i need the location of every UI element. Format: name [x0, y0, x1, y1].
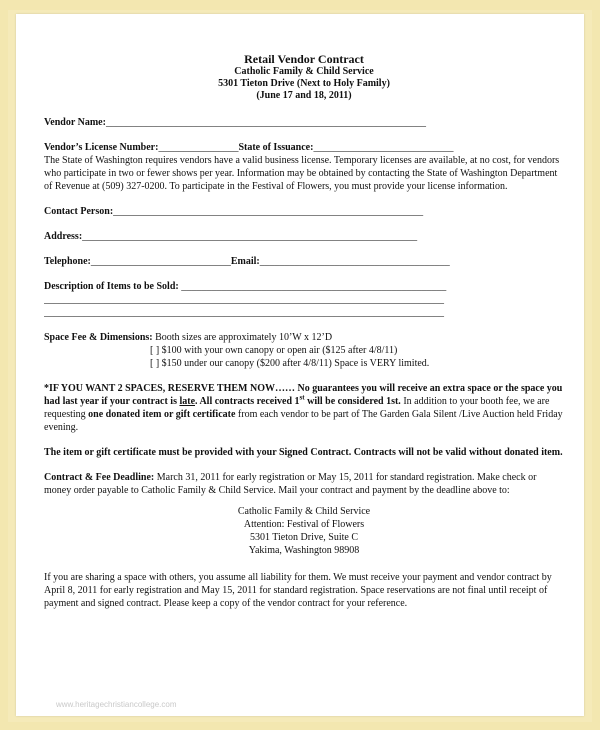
vendor-name-line[interactable]: ________________________________________________________________ [105, 117, 426, 128]
option-1-checkbox[interactable]: [ ] [150, 345, 160, 356]
mailing-line-4: Yakima, Washington 98908 [248, 545, 360, 556]
donated-item-notice: The item or gift certificate must be provided with your Signed Contract. Contracts will not be valid without donated item. [44, 447, 563, 458]
email-label: Email: [230, 256, 260, 267]
two-spaces-bold-3: will be considered 1st. [304, 396, 401, 407]
mailing-line-3: 5301 Tieton Drive, Suite C [249, 532, 359, 543]
license-field[interactable] [44, 141, 564, 154]
telephone-label: Telephone: [44, 256, 91, 267]
vendor-name-field[interactable] [44, 116, 564, 129]
deadline-text: March 31, 2011 for early registration or May 15, 2011 for standard registration. Make check or money order payable to Catholic Family & Child Service. Mail your contract and payment by the deadline above to: [44, 472, 537, 496]
option-1-text: $100 with your own canopy or open air ($125 after 4/8/11) [159, 345, 398, 356]
org-address: 5301 Tieton Drive (Next to Holy Family) [218, 78, 390, 89]
vendor-name-label: Vendor Name: [44, 117, 106, 128]
space-fee-text: Booth sizes are approximately 10’W x 12’D [152, 332, 333, 343]
description-field[interactable] [44, 280, 564, 293]
description-line-3[interactable]: ________________________________________________________________________________ [44, 307, 444, 318]
watermark: www.heritagechristiancollege.com [56, 700, 177, 709]
two-spaces-bold-2: . All contracts received 1 [195, 396, 300, 407]
option-2-text: $150 under our canopy ($200 after 4/8/11) Space is VERY limited. [159, 358, 430, 369]
address-label: Address: [44, 231, 83, 242]
telephone-email-field[interactable] [44, 255, 564, 268]
donated-item-phrase: one donated item or gift certificate [88, 409, 236, 420]
space-option-1[interactable] [44, 344, 564, 357]
late-word: late [179, 396, 196, 407]
description-label: Description of Items to be Sold: [44, 281, 179, 292]
event-dates: (June 17 and 18, 2011) [256, 90, 352, 101]
option-2-checkbox[interactable]: [ ] [150, 358, 160, 369]
mailing-line-1: Catholic Family & Child Service [237, 506, 371, 517]
closing-paragraph: If you are sharing a space with others, you assume all liability for them. We must receive your payment and vendor contract by April 8, 2011 for early registration and May 15, 2011 for standard registration. Space reservations are not final until receipt of payment and signed contract. Please keep a copy of the vendor contract for your reference. [44, 572, 552, 609]
deadline-paragraph [44, 471, 564, 497]
address-line[interactable]: ___________________________________________________________________ [82, 231, 418, 242]
document-page [16, 14, 584, 716]
license-info-text: The State of Washington requires vendors have a valid business license. Temporary licenses are available, at no cost, for vendors who participate in two or fewer shows per year. Information may be obtained by contacting the State of Washington Department of Revenue at (509) 327-0200. To participate in the Festival of Flowers, you must provide your license information. [44, 155, 560, 192]
contact-line[interactable]: ______________________________________________________________ [113, 206, 424, 217]
two-spaces-bold-1: *IF YOU WANT 2 SPACES, RESERVE THEM NOW…… No guarantees you will receive an extra space or the space you had last year if your contract is [44, 383, 563, 407]
superscript-st: st [299, 393, 305, 402]
email-line[interactable]: ______________________________________ [259, 256, 450, 267]
org-name: Catholic Family & Child Service [234, 66, 374, 77]
license-line[interactable]: ________________ [158, 142, 239, 153]
address-field[interactable] [44, 230, 564, 243]
deadline-label: Contract & Fee Deadline: [44, 472, 155, 483]
contact-person-field[interactable] [44, 205, 564, 218]
license-label: Vendor’s License Number: [44, 142, 159, 153]
space-fee-line [44, 331, 564, 344]
contract-title: Retail Vendor Contract [244, 52, 364, 66]
mailing-address [44, 505, 564, 557]
description-line-2[interactable]: ________________________________________________________________________________ [44, 294, 444, 305]
description-line[interactable]: _____________________________________________________ [181, 281, 447, 292]
contact-label: Contact Person: [44, 206, 114, 217]
space-fee-label: Space Fee & Dimensions: [44, 332, 153, 343]
space-option-2[interactable] [44, 357, 564, 370]
contract-body [44, 52, 564, 610]
two-spaces-text-1: In addition to your booth fee, we are requesting [44, 396, 550, 420]
state-issuance-line[interactable]: ____________________________ [313, 142, 454, 153]
two-spaces-notice [44, 382, 564, 434]
mailing-line-2: Attention: Festival of Flowers [243, 519, 365, 530]
telephone-line[interactable]: ____________________________ [90, 256, 231, 267]
two-spaces-text-2: from each vendor to be part of The Garden Gala Silent /Live Auction held Friday evening. [44, 409, 563, 433]
state-issuance-label: State of Issuance: [238, 142, 314, 153]
